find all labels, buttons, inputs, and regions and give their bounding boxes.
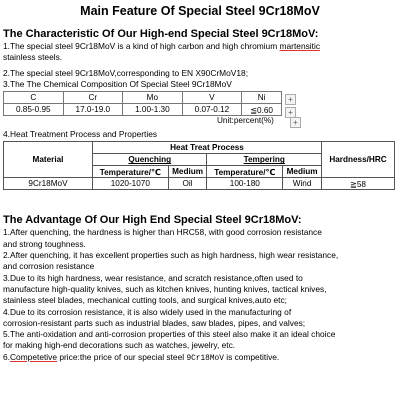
ht-temp-header: Temperature/℃ xyxy=(93,166,169,178)
advantage-line: 2.After quenching, it has excellent properties such as high hardness, high wear resistance, xyxy=(3,250,339,261)
advantage-line: and strong toughness. xyxy=(3,238,86,249)
advantage-line: stainless steel blades, mechanical cutting tools, and surgical knives,auto etc; xyxy=(3,295,287,306)
add-row-plus-icon[interactable]: + xyxy=(285,107,296,118)
ht-temp-header: Temperature/℃ xyxy=(207,166,283,178)
page-title: Main Feature Of Special Steel 9Cr18MoV xyxy=(80,4,320,18)
advantage-line: 5.The anti-oxidation and anti-corrosion properties of this steel also make it an ideal choice xyxy=(3,329,336,340)
text-line: stainless steels. xyxy=(3,52,63,63)
spellcheck-word: Competetive xyxy=(10,351,58,362)
advantage-line: for making high-end decorations such as watches, jewelry, etc. xyxy=(3,340,236,351)
text-line: 3.The The Chemical Composition Of Special Steel 9Cr18MoV xyxy=(3,78,232,89)
composition-value: 17.0-19.0 xyxy=(63,104,123,116)
composition-header: V xyxy=(182,92,242,104)
composition-value-row xyxy=(4,104,282,116)
ht-cell: 9Cr18MoV xyxy=(4,178,93,190)
composition-value: ≦0.60 xyxy=(242,104,282,116)
composition-value: 1.00-1.30 xyxy=(123,104,183,116)
composition-value: 0.07-0.12 xyxy=(182,104,242,116)
advantage-line: manufacture high-quality knives, such as kitchen knives, hunting knives, tactical knives, xyxy=(3,283,327,294)
text-segment: 6. xyxy=(3,351,10,362)
ht-cell: Wind xyxy=(283,178,322,190)
composition-value: 0.85-0.95 xyxy=(4,104,64,116)
advantage-line: and corrosion resistance xyxy=(3,261,95,272)
composition-block xyxy=(3,91,397,129)
composition-header: Cr xyxy=(63,92,123,104)
ht-hardness-header: Hardness/HRC xyxy=(322,142,395,178)
ht-medium-header: Medium xyxy=(283,166,322,178)
text-segment: 9Cr18MoV xyxy=(186,354,224,363)
ht-cell: ≧58 xyxy=(322,178,395,190)
composition-table xyxy=(3,91,282,116)
advantage-line xyxy=(3,352,397,365)
ht-data-row xyxy=(4,178,395,190)
composition-header: Mo xyxy=(123,92,183,104)
advantage-line: corrosion-resistant parts such as industrial blades, saw blades, pipes, and valves; xyxy=(3,317,306,328)
ht-tempering-header: Tempering xyxy=(207,154,322,166)
heat-treatment-table xyxy=(3,141,395,190)
document-page xyxy=(3,4,397,365)
spellcheck-word: martensitic xyxy=(279,41,321,51)
characteristic-heading: The Characteristic Of Our High-end Special Steel 9Cr18MoV: xyxy=(3,28,319,40)
text-line: 2.The special steel 9Cr18MoV,corresponding to EN X90CrMoV18; xyxy=(3,67,249,78)
table-plus-icon[interactable]: + xyxy=(290,117,301,128)
advantage-line: 4.Due to its corrosion resistance, it is also widely used in the manufacturing of xyxy=(3,306,292,317)
text-line xyxy=(3,41,397,52)
advantage-line: 3.Due to its high hardness, wear resistance, and scratch resistance,often used to xyxy=(3,272,303,283)
ht-cell: 1020-1070 xyxy=(93,178,169,190)
ht-quenching-header: Quenching xyxy=(93,154,207,166)
composition-header: Ni xyxy=(242,92,282,104)
unit-label: Unit:percent(%) xyxy=(217,116,274,126)
advantage-heading: The Advantage Of Our High End Special Steel 9Cr18MoV: xyxy=(3,214,302,227)
add-column-plus-icon[interactable]: + xyxy=(285,94,296,105)
ht-material-header: Material xyxy=(4,142,93,178)
ht-medium-header: Medium xyxy=(168,166,207,178)
composition-header-row xyxy=(4,92,282,104)
ht-cell: Oil xyxy=(168,178,207,190)
ht-cell: 100-180 xyxy=(207,178,283,190)
text-line: 4.Heat Treatment Process and Properties xyxy=(3,129,158,140)
text-segment: is competitive. xyxy=(223,351,280,362)
ht-header-row xyxy=(4,142,395,154)
advantage-line: 1.After quenching, the hardness is higher than HRC58, with good corrosion resistance xyxy=(3,227,322,238)
text-segment: 1.The special steel 9Cr18MoV is a kind of high carbon and high chromium xyxy=(3,41,280,51)
text-segment: price:the price of our special steel xyxy=(57,351,187,362)
composition-header: C xyxy=(4,92,64,104)
ht-process-header: Heat Treat Process xyxy=(93,142,322,154)
